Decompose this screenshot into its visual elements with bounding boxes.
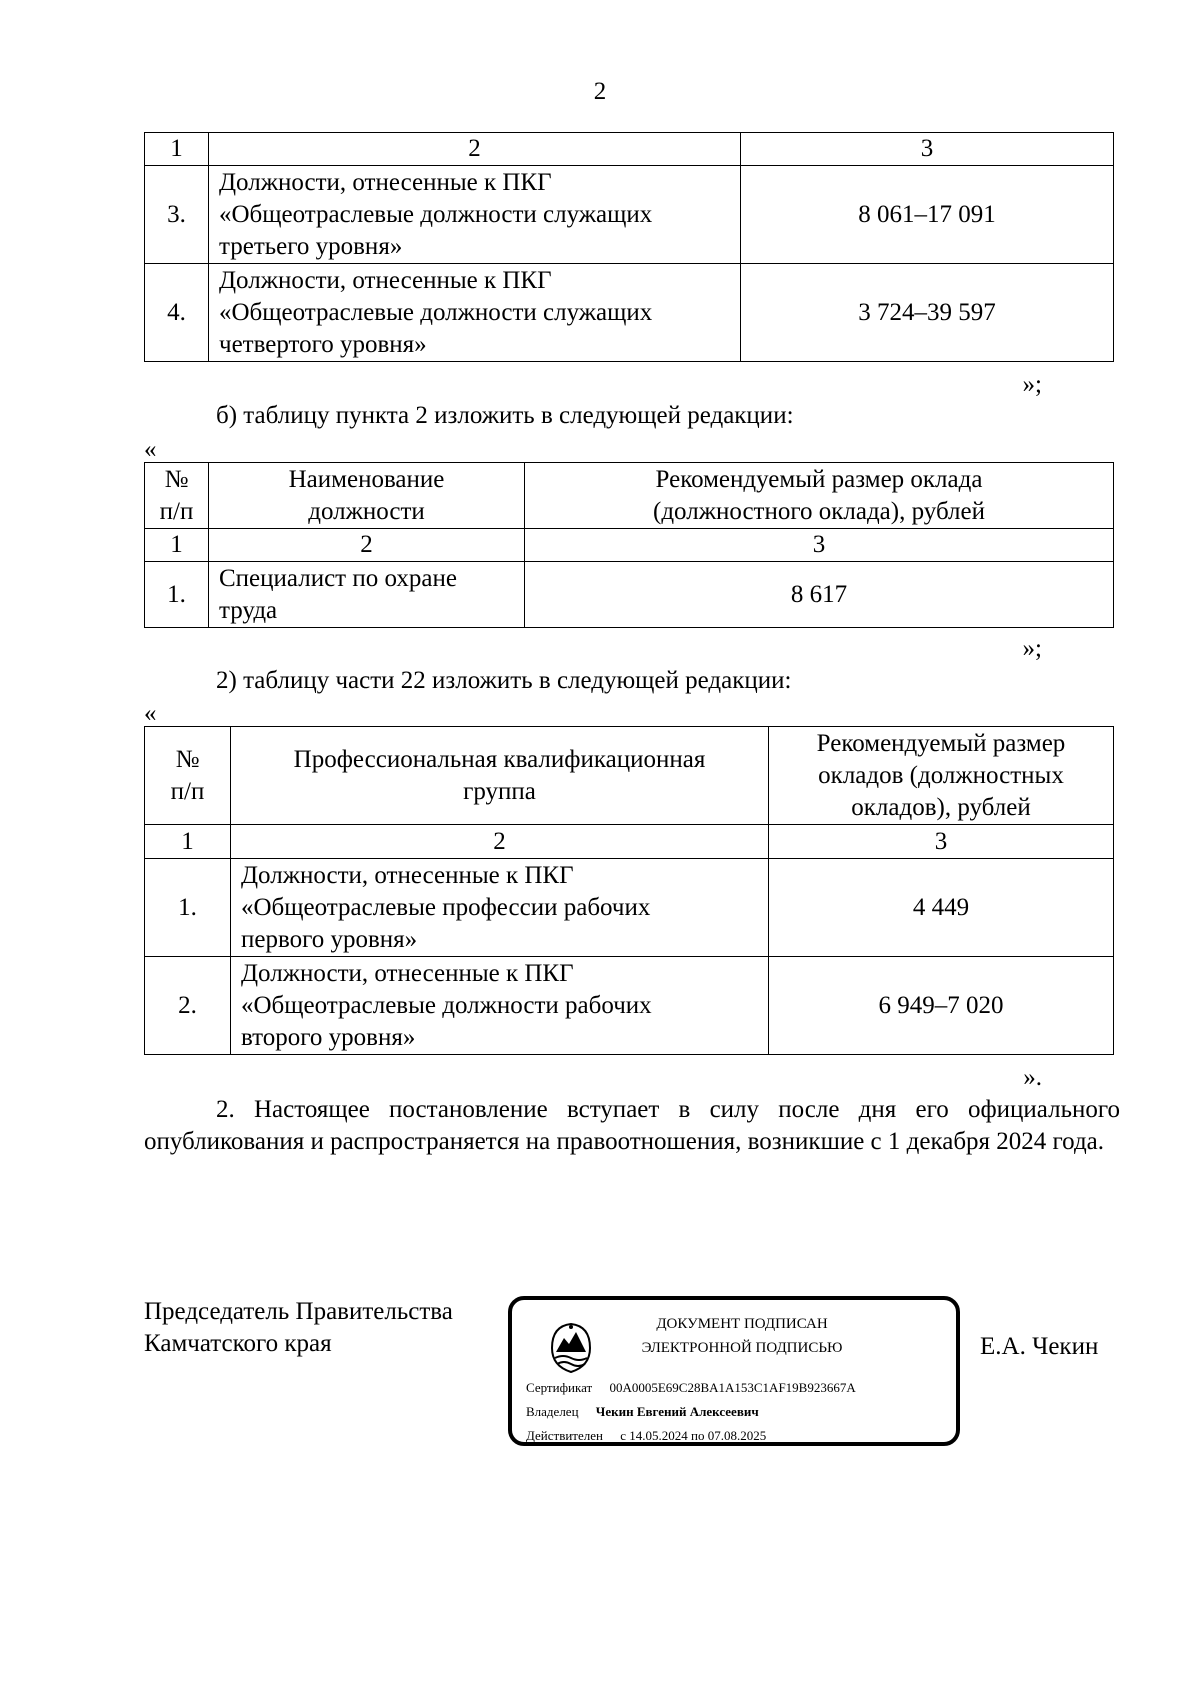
row-number: 1. — [145, 562, 209, 628]
position-line: Председатель Правительства — [144, 1298, 453, 1325]
header-line: Рекомендуемый размер — [816, 729, 1066, 757]
cert-value: 00A0005E69C28BA1A153C1AF19B923667A — [609, 1380, 856, 1395]
header-number — [145, 727, 231, 825]
table-part-22 — [144, 726, 1114, 1055]
salary-value: 8 617 — [525, 562, 1114, 628]
salary-value: 3 724–39 597 — [741, 264, 1114, 362]
header-line: окладов (должностных — [818, 761, 1064, 789]
header-line: Рекомендуемый размер оклада — [655, 465, 983, 493]
colnum-cell: 1 — [145, 529, 209, 562]
header-line: № — [175, 745, 200, 773]
page-number: 2 — [593, 78, 607, 105]
header-number — [145, 463, 209, 529]
salary-value: 4 449 — [769, 859, 1114, 957]
closing-quote: »; — [1022, 635, 1042, 662]
position-cell — [209, 166, 741, 264]
colnum-cell: 3 — [741, 133, 1114, 166]
position-line: четвертого уровня» — [219, 330, 427, 358]
stamp-owner-row — [526, 1404, 759, 1420]
header-line: группа — [463, 777, 536, 805]
row-number: 2. — [145, 957, 231, 1055]
position-line: третьего уровня» — [219, 232, 403, 260]
position-line: Должности, отнесенные к ПКГ — [241, 959, 574, 987]
opening-quote: « — [144, 436, 157, 463]
stamp-certificate-row — [526, 1380, 856, 1396]
position-line: Должности, отнесенные к ПКГ — [219, 168, 552, 196]
colnum-cell: 3 — [525, 529, 1114, 562]
header-group — [231, 727, 769, 825]
signatory-name: Е.А. Чекин — [980, 1333, 1099, 1360]
position-line: первого уровня» — [241, 925, 418, 953]
table-row — [145, 264, 1114, 362]
position-line: труда — [219, 596, 278, 624]
header-line: п/п — [159, 497, 194, 525]
position-cell — [231, 957, 769, 1055]
header-line: п/п — [170, 777, 205, 805]
position-line: «Общеотраслевые должности служащих — [219, 200, 653, 228]
header-name — [209, 463, 525, 529]
header-salary — [769, 727, 1114, 825]
table-colnum-row — [145, 529, 1114, 562]
closing-quote: »; — [1022, 371, 1042, 398]
position-line: второго уровня» — [241, 1023, 416, 1051]
signatory-position — [144, 1296, 504, 1360]
owner-label: Владелец — [526, 1404, 579, 1419]
position-cell — [209, 264, 741, 362]
table-row — [145, 562, 1114, 628]
colnum-cell: 3 — [769, 825, 1114, 859]
table-row — [145, 166, 1114, 264]
closing-quote: ». — [1023, 1064, 1042, 1091]
position-line: Камчатского края — [144, 1330, 332, 1357]
table-header-row — [145, 463, 1114, 529]
electronic-signature-stamp — [508, 1296, 960, 1446]
row-number: 4. — [145, 264, 209, 362]
table-continuation — [144, 132, 1114, 362]
owner-value: Чекин Евгений Алексеевич — [595, 1404, 759, 1419]
position-line: «Общеотраслевые должности служащих — [219, 298, 653, 326]
paragraph-b: б) таблицу пункта 2 изложить в следующей редакции: — [216, 402, 794, 429]
position-line: «Общеотраслевые профессии рабочих — [241, 893, 651, 921]
colnum-cell: 1 — [145, 825, 231, 859]
header-line: окладов), рублей — [851, 793, 1031, 821]
cert-label: Сертификат — [526, 1380, 593, 1395]
salary-value: 8 061–17 091 — [741, 166, 1114, 264]
table-colnum-row — [145, 133, 1114, 166]
table-row — [145, 859, 1114, 957]
opening-quote: « — [144, 700, 157, 727]
valid-label: Действителен — [526, 1428, 603, 1443]
colnum-cell: 1 — [145, 133, 209, 166]
final-paragraph: 2. Настоящее постановление вступает в силу после дня его официального опубликования и распространяется на правоотношения, возникшие с 1 декабря 2024 года. — [144, 1096, 1120, 1155]
row-number: 3. — [145, 166, 209, 264]
position-line: «Общеотраслевые должности рабочих — [241, 991, 652, 1019]
row-number: 1. — [145, 859, 231, 957]
stamp-title-line: ЭЛЕКТРОННОЙ ПОДПИСЬЮ — [641, 1340, 843, 1356]
position-cell — [231, 859, 769, 957]
position-line: Должности, отнесенные к ПКГ — [219, 266, 552, 294]
position-cell — [209, 562, 525, 628]
coat-of-arms-icon — [546, 1318, 596, 1374]
stamp-title-line: ДОКУМЕНТ ПОДПИСАН — [656, 1316, 828, 1332]
position-line: Должности, отнесенные к ПКГ — [241, 861, 574, 889]
header-salary — [525, 463, 1114, 529]
header-line: должности — [308, 497, 425, 525]
paragraph-2: 2) таблицу части 22 изложить в следующей редакции: — [216, 667, 792, 694]
table-header-row — [145, 727, 1114, 825]
valid-value: с 14.05.2024 по 07.08.2025 — [620, 1428, 767, 1443]
colnum-cell: 2 — [209, 529, 525, 562]
header-line: № — [164, 465, 189, 493]
header-line: (должностного оклада), рублей — [653, 497, 985, 525]
colnum-cell: 2 — [209, 133, 741, 166]
position-line: Специалист по охране — [219, 564, 457, 592]
header-line: Профессиональная квалификационная — [293, 745, 706, 773]
table-colnum-row — [145, 825, 1114, 859]
table-item-2 — [144, 462, 1114, 628]
colnum-cell: 2 — [231, 825, 769, 859]
salary-value: 6 949–7 020 — [769, 957, 1114, 1055]
stamp-validity-row — [526, 1428, 766, 1444]
table-row — [145, 957, 1114, 1055]
header-line: Наименование — [288, 465, 445, 493]
